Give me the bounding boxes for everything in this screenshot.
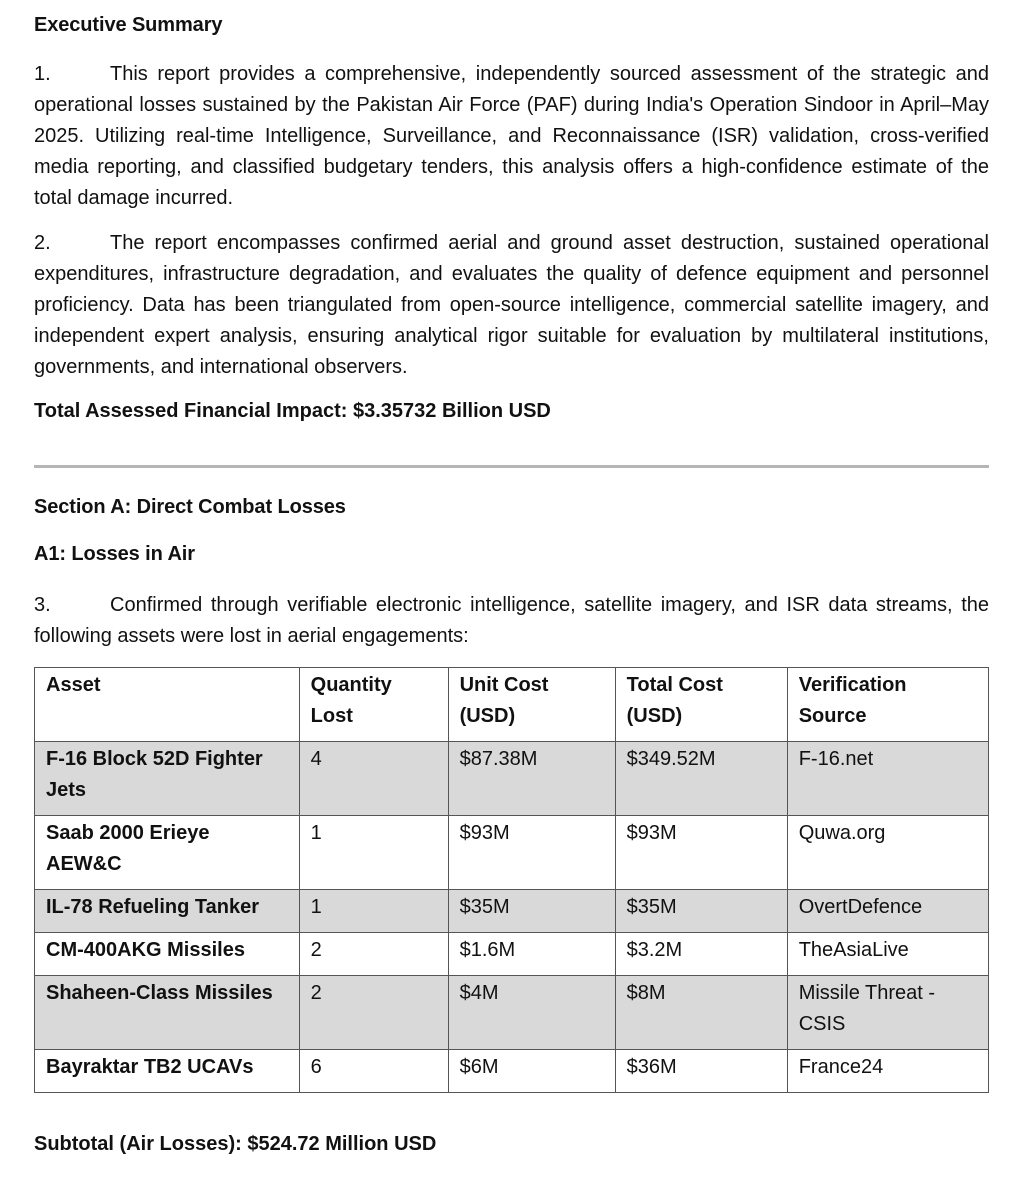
header-verification-source: Verification Source <box>787 668 988 742</box>
table-row <box>35 933 989 976</box>
paragraph-1-number: 1. <box>34 63 51 85</box>
cell-asset: F-16 Block 52D Fighter Jets <box>35 742 300 816</box>
cell-total-cost: $349.52M <box>615 742 787 816</box>
paragraph-2-number: 2. <box>34 232 51 254</box>
cell-quantity: 4 <box>299 742 448 816</box>
cell-quantity: 1 <box>299 816 448 890</box>
total-financial-impact: Total Assessed Financial Impact: $3.35732 Billion USD <box>34 400 551 422</box>
header-unit-cost: Unit Cost (USD) <box>448 668 615 742</box>
paragraph-2 <box>34 228 989 383</box>
cell-source: TheAsiaLive <box>787 933 988 976</box>
cell-unit-cost: $1.6M <box>448 933 615 976</box>
paragraph-2-text: The report encompasses confirmed aerial and ground asset destruction, sustained operational expenditures, infrastructure degradation, and evaluates the quality of defence equipment and personnel proficiency. Data has been triangulated from open-source intelligence, commercial satellite imagery, and independent expert analysis, ensuring analytical rigor suitable for evaluation by multilateral institutions, governments, and international observers. <box>34 232 989 378</box>
cell-asset: Saab 2000 Erieye AEW&C <box>35 816 300 890</box>
cell-quantity: 2 <box>299 976 448 1050</box>
paragraph-3 <box>34 590 989 652</box>
header-asset: Asset <box>35 668 300 742</box>
cell-asset: Bayraktar TB2 UCAVs <box>35 1050 300 1093</box>
cell-asset: CM-400AKG Missiles <box>35 933 300 976</box>
a1-subheading: A1: Losses in Air <box>34 543 195 565</box>
header-quantity: Quantity Lost <box>299 668 448 742</box>
horizontal-divider <box>34 465 989 468</box>
cell-quantity: 1 <box>299 890 448 933</box>
header-total-cost: Total Cost (USD) <box>615 668 787 742</box>
cell-unit-cost: $35M <box>448 890 615 933</box>
cell-source: F-16.net <box>787 742 988 816</box>
paragraph-3-text: Confirmed through verifiable electronic intelligence, satellite imagery, and ISR data streams, the following assets were lost in aerial engagements: <box>34 594 989 647</box>
cell-source: Missile Threat - CSIS <box>787 976 988 1050</box>
paragraph-3-number: 3. <box>34 594 51 616</box>
paragraph-1 <box>34 59 989 214</box>
air-losses-subtotal: Subtotal (Air Losses): $524.72 Million USD <box>34 1133 437 1155</box>
table-row <box>35 890 989 933</box>
cell-total-cost: $35M <box>615 890 787 933</box>
cell-quantity: 6 <box>299 1050 448 1093</box>
section-a-heading: Section A: Direct Combat Losses <box>34 496 346 518</box>
table-row <box>35 976 989 1050</box>
executive-summary-heading: Executive Summary <box>34 14 223 36</box>
cell-unit-cost: $4M <box>448 976 615 1050</box>
table-row <box>35 1050 989 1093</box>
cell-total-cost: $8M <box>615 976 787 1050</box>
table-header-row <box>35 668 989 742</box>
cell-source: France24 <box>787 1050 988 1093</box>
cell-total-cost: $3.2M <box>615 933 787 976</box>
cell-source: Quwa.org <box>787 816 988 890</box>
table-row <box>35 816 989 890</box>
cell-total-cost: $36M <box>615 1050 787 1093</box>
table-row <box>35 742 989 816</box>
cell-total-cost: $93M <box>615 816 787 890</box>
cell-asset: Shaheen-Class Missiles <box>35 976 300 1050</box>
cell-unit-cost: $6M <box>448 1050 615 1093</box>
cell-quantity: 2 <box>299 933 448 976</box>
cell-source: OvertDefence <box>787 890 988 933</box>
cell-unit-cost: $93M <box>448 816 615 890</box>
cell-asset: IL-78 Refueling Tanker <box>35 890 300 933</box>
paragraph-1-text: This report provides a comprehensive, independently sourced assessment of the strategic and operational losses sustained by the Pakistan Air Force (PAF) during India's Operation Sindoor in April–May 2025. Utilizing real-time Intelligence, Surveillance, and Reconnaissance (ISR) validation, cross-verified media reporting, and classified budgetary tenders, this analysis offers a high-confidence estimate of the total damage incurred. <box>34 63 989 209</box>
air-losses-table <box>34 667 989 1093</box>
cell-unit-cost: $87.38M <box>448 742 615 816</box>
